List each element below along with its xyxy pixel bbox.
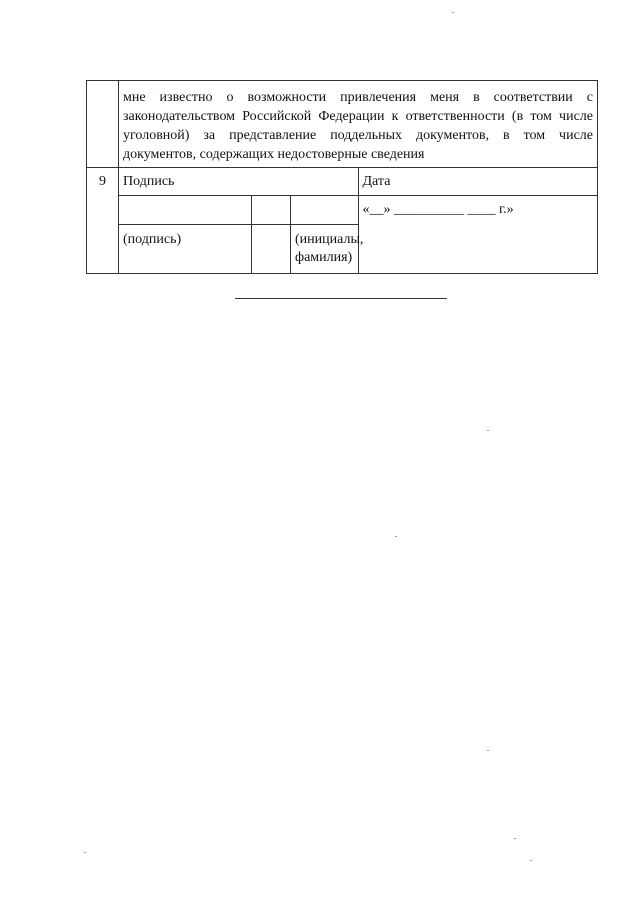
date-label: Дата xyxy=(358,168,598,196)
date-field[interactable]: «__» __________ ____ г.» xyxy=(362,202,514,217)
signature-grid xyxy=(119,196,364,273)
clause-text: мне известно о возможности привлечения меня в соответствии с законодательством Российской Федерации к ответственности (в том числе уголовной) за представление поддельных документов, в том числе документов, содержащих недостоверные сведения xyxy=(123,90,593,162)
row-number: 9 xyxy=(87,168,119,274)
row-9-header xyxy=(87,168,598,196)
clause-number-cell xyxy=(87,81,119,168)
scan-speck xyxy=(395,536,397,537)
spacer-field xyxy=(252,196,291,225)
signature-label: Подпись xyxy=(119,168,359,196)
clause-text-cell xyxy=(119,81,598,168)
scan-speck xyxy=(487,750,489,751)
scan-speck xyxy=(487,430,489,431)
signature-caption: (подпись) xyxy=(123,232,182,247)
scan-speck xyxy=(514,838,516,839)
clause-row xyxy=(87,81,598,168)
name-caption: (инициалы, фамилия) xyxy=(295,232,364,265)
signature-fields-cell xyxy=(119,196,364,274)
signature-field[interactable] xyxy=(119,196,252,225)
scan-speck xyxy=(452,12,454,13)
scan-speck xyxy=(530,860,532,861)
spacer-caption xyxy=(252,225,291,274)
name-field[interactable] xyxy=(291,196,358,225)
scan-speck xyxy=(84,852,86,853)
row-9-fields xyxy=(87,196,598,274)
date-field-cell xyxy=(358,196,598,274)
end-of-document-rule xyxy=(235,298,447,299)
declaration-table xyxy=(86,80,598,274)
